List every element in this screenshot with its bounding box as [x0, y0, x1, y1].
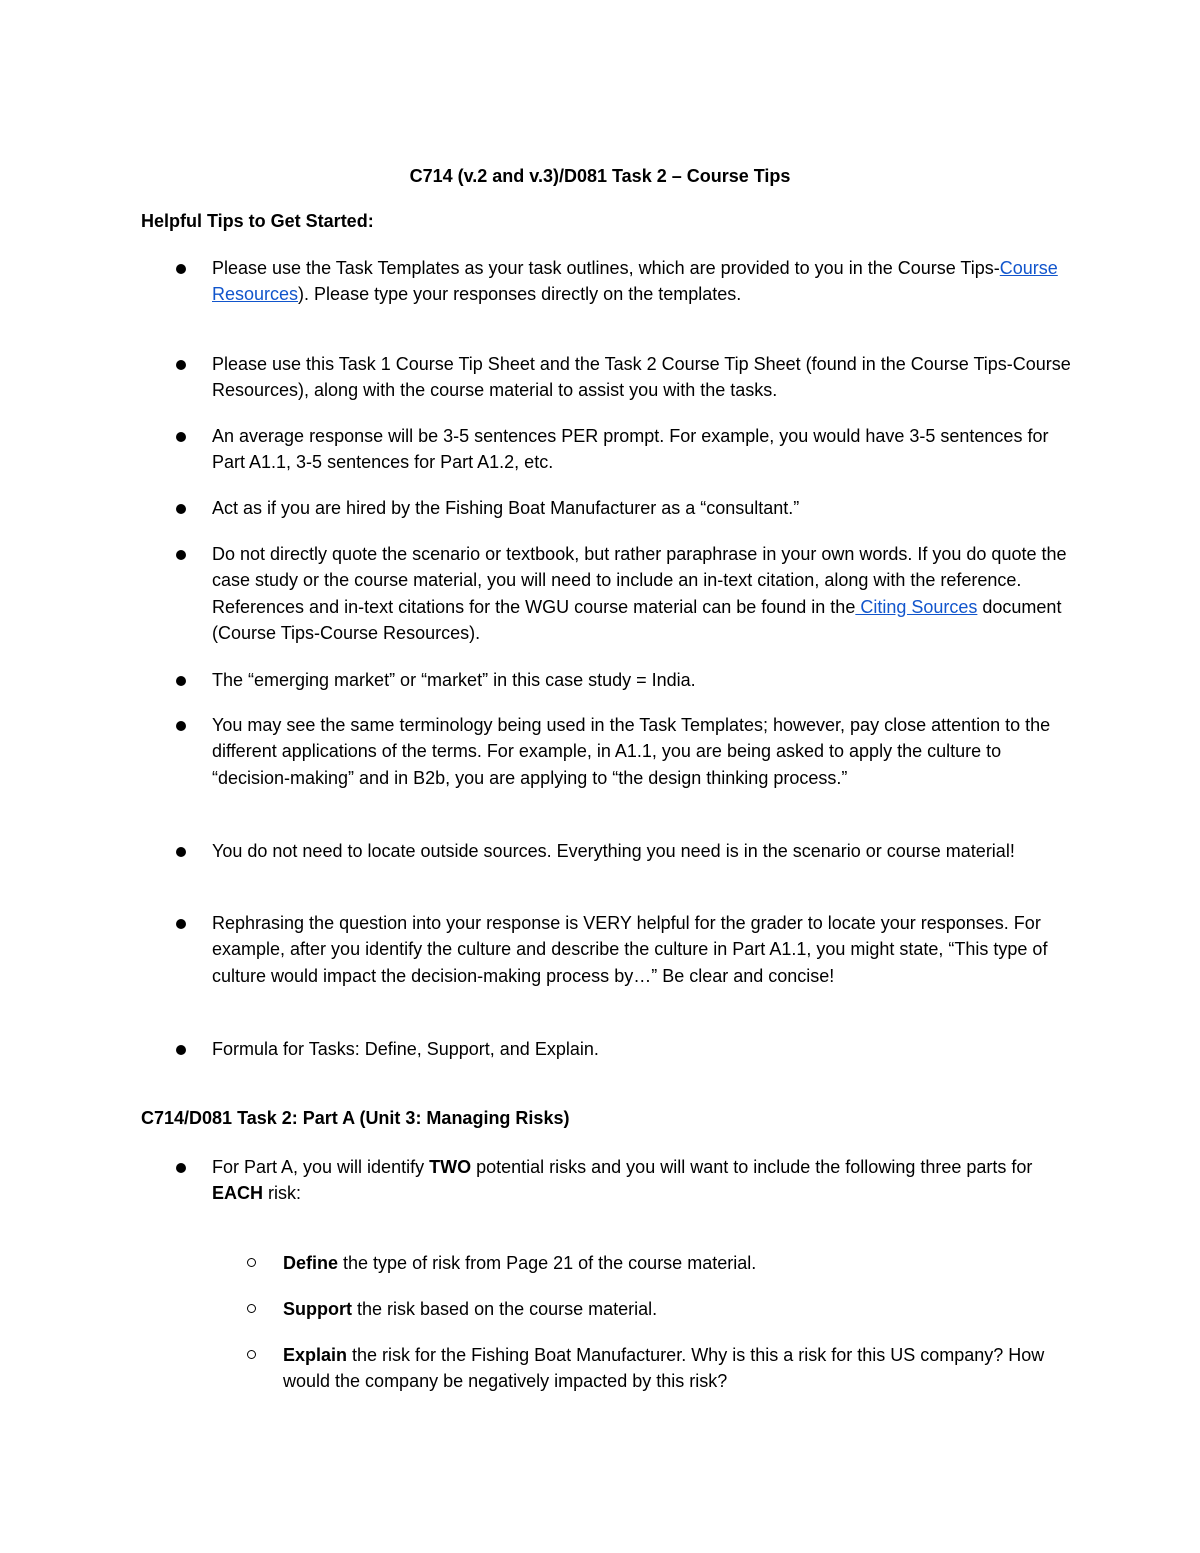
list-item-text: You may see the same terminology being used in the Task Templates; however, pay close attention to the different applications of the terms. For example, in A1.1, you are being asked to apply the culture to “decision-making” and in B2b, you are applying to “the design thinking process.”	[212, 715, 1051, 788]
item-text: document (Course Tips-Course Resources).	[212, 596, 1062, 643]
item-text: Do not directly quote the scenario or textbook, but rather paraphrase in your own words. If you do quote the case study or the course material, you will need to include an in-text citation, along with the reference. References and in-text citations for the WGU course material can be found in the	[212, 544, 1067, 617]
list-item-text	[212, 1154, 1072, 1207]
list-item-text: An average response will be 3-5 sentences PER prompt. For example, you would have 3-5 sentences for Part A1.1, 3-5 sentences for Part A1.2, etc.	[212, 426, 1049, 473]
sub-item-text	[283, 1250, 1073, 1276]
bullet-icon	[176, 847, 186, 857]
item-text: potential risks and you will want to include the following three parts for	[471, 1157, 1033, 1177]
circle-bullet-icon	[247, 1304, 256, 1313]
section-heading-part-a: C714/D081 Task 2: Part A (Unit 3: Managing Risks)	[141, 1108, 570, 1128]
list-item-text: Please use this Task 1 Course Tip Sheet and the Task 2 Course Tip Sheet (found in the Course Tips-Course Resources), along with the course material to assist you with the tasks.	[212, 354, 1071, 401]
item-text: the risk for the Fishing Boat Manufacturer. Why is this a risk for this US company? How would the company be negatively impacted by this risk?	[283, 1345, 1045, 1392]
section-heading-tips: Helpful Tips to Get Started:	[141, 211, 374, 231]
page-title: C714 (v.2 and v.3)/D081 Task 2 – Course Tips	[409, 166, 791, 186]
bullet-icon	[176, 550, 186, 560]
item-text: the type of risk from Page 21 of the course material.	[338, 1253, 757, 1273]
citing-sources-link[interactable]: Citing Sources	[855, 596, 978, 617]
circle-bullet-icon	[247, 1258, 256, 1267]
list-item-text: Formula for Tasks: Define, Support, and Explain.	[212, 1039, 599, 1059]
item-emphasis: EACH	[212, 1183, 264, 1204]
item-emphasis: TWO	[429, 1157, 472, 1177]
sub-item-emphasis: Support	[283, 1299, 352, 1319]
list-item-text: Rephrasing the question into your response is VERY helpful for the grader to locate your responses. For example, after you identify the culture and describe the culture in Part A1.1, you might state, “This type of culture would impact the decision-making process by…” Be clear and concise!	[212, 913, 1048, 986]
bullet-icon	[176, 264, 186, 274]
item-text: For Part A, you will identify	[212, 1157, 430, 1177]
course-resources-link[interactable]: Course Resources	[212, 258, 1058, 305]
item-text: the risk based on the course material.	[352, 1299, 658, 1319]
sub-item-emphasis: Define	[283, 1253, 339, 1273]
list-item-text	[212, 541, 1072, 646]
sub-item-text	[283, 1342, 1073, 1395]
bullet-icon	[176, 432, 186, 442]
bullet-icon	[176, 504, 186, 514]
list-item-text	[212, 255, 1072, 308]
bullet-icon	[176, 1045, 186, 1055]
item-text: Please use the Task Templates as your task outlines, which are provided to you in the Course Tips-	[212, 258, 1000, 278]
item-text: ). Please type your responses directly on the templates.	[298, 284, 742, 305]
bullet-icon	[176, 1163, 186, 1173]
list-item-text: The “emerging market” or “market” in this case study = India.	[212, 670, 696, 690]
item-text: risk:	[263, 1183, 302, 1204]
sub-item-text	[283, 1296, 1073, 1322]
bullet-icon	[176, 721, 186, 731]
bullet-icon	[176, 360, 186, 370]
sub-item-emphasis: Explain	[283, 1345, 348, 1365]
bullet-icon	[176, 676, 186, 686]
list-item-text: You do not need to locate outside sources. Everything you need is in the scenario or course material!	[212, 841, 1015, 861]
bullet-icon	[176, 919, 186, 929]
list-item-text: Act as if you are hired by the Fishing Boat Manufacturer as a “consultant.”	[212, 498, 800, 518]
circle-bullet-icon	[247, 1350, 256, 1359]
